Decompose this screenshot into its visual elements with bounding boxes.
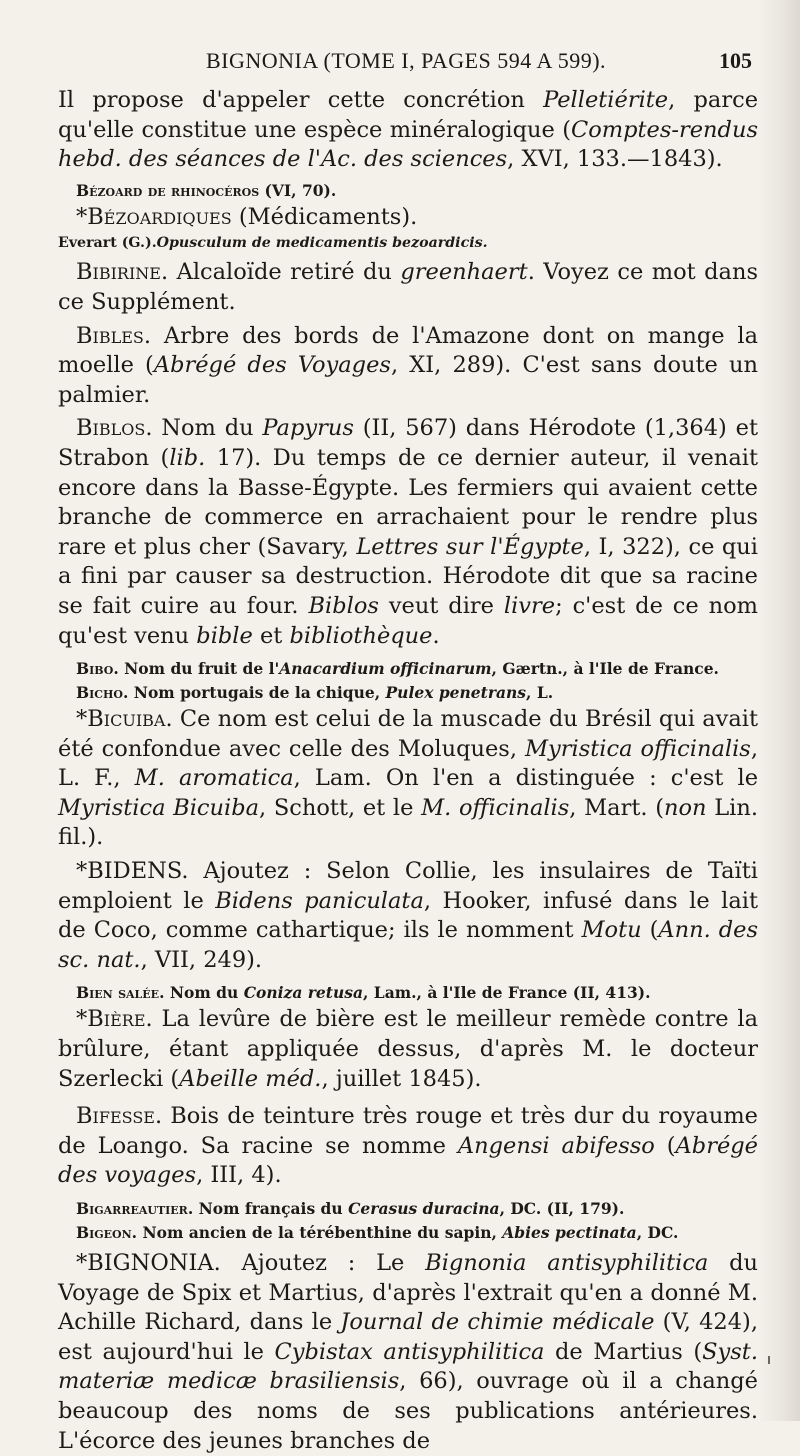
page-number: 105: [719, 48, 752, 73]
entry-headword: Bibles: [76, 322, 144, 349]
entry-biblos: [58, 414, 758, 651]
text-run: . Bois de teinture très rouge et très dur du royaume de Loango. Sa racine se nomme: [58, 1103, 758, 1159]
text-run: , Gærtn., à l'Ile de France.: [491, 659, 719, 679]
text-run: , Lam. On l'en a distinguée : c'est le: [293, 765, 759, 792]
italic-text: Abies pectinata: [502, 1223, 637, 1242]
text-run: Everart (G.).: [58, 235, 157, 252]
text-run: , XVI, 133.—1843).: [507, 146, 723, 173]
page-body: [58, 86, 758, 1456]
text-run: (: [641, 917, 659, 944]
text-run: , DC. (II, 179).: [499, 1199, 625, 1218]
italic-text: M. aromatica: [134, 765, 294, 792]
text-run: , DC.: [636, 1223, 679, 1242]
entry-bicuiba: [58, 705, 758, 853]
text-run: , 66), ouvrage où il a changé beaucoup des noms de ses publications antérieures. L'écorce des jeunes branches de: [58, 1368, 758, 1454]
italic-text: non: [664, 794, 707, 821]
italic-text: Papyrus: [262, 415, 354, 442]
text-run: .: [432, 622, 440, 649]
italic-text: Ann. des sc. nat.: [58, 917, 758, 973]
text-run: ; c'est de ce nom qu'est venu: [58, 592, 759, 649]
entry-headword: *Bézoardiques: [76, 203, 232, 230]
text-run: . Arbre des bords de l'Amazone dont on mange la moelle (: [58, 322, 758, 379]
italic-text: Biblos: [308, 592, 379, 619]
italic-text: Bignonia antisyphilitica: [425, 1250, 709, 1276]
text-run: , Schott, et le: [259, 794, 422, 821]
running-header: [60, 48, 752, 82]
entry-headword: *Bicuiba: [76, 706, 166, 733]
text-run: , Lam., à l'Ile de France (II, 413).: [363, 983, 651, 1003]
italic-text: Myristica officinalis: [525, 735, 751, 762]
entry-headword: Bézoard de rhinocéros: [76, 180, 260, 200]
text-run: du Voyage de Spix et Martius, d'après l'extrait qu'en a donné M. Achille Richard, dans le: [58, 1250, 759, 1336]
italic-text: Abeille méd.: [179, 1065, 322, 1092]
entry-bigeon: [58, 1221, 758, 1245]
italic-text: Opusculum de medicamentis bezoardicis.: [156, 235, 488, 252]
entry-headword: Bifesse: [76, 1103, 155, 1130]
entry-headword: Bigeon: [76, 1223, 132, 1242]
entry-bien-salee: [58, 981, 758, 1005]
text-run: . Ce nom est celui de la muscade du Brésil qui avait été confondue avec celle des Moluques,: [58, 706, 758, 762]
italic-text: Coniza retusa: [243, 983, 363, 1003]
entry-bibirine: [58, 258, 758, 317]
text-run: *BIDENS. Ajoutez : Selon Collie, les insulaires de Taïti emploient le: [58, 858, 758, 914]
italic-text: Abrégé des Voyages: [153, 352, 391, 379]
italic-text: bibliothèque: [289, 622, 433, 649]
text-run: , L. F.,: [58, 735, 758, 792]
text-run: veut dire: [378, 592, 504, 619]
italic-text: Anacardium officinarum: [279, 659, 492, 679]
entry-headword: Bicho: [76, 683, 123, 703]
entry-bifesse: [58, 1102, 758, 1191]
entry-bibles: [58, 322, 758, 411]
italic-text: Abrégé des voyages: [58, 1132, 758, 1189]
entry-pelletierite: [58, 86, 758, 175]
entry-headword: *Bière: [76, 1006, 146, 1033]
margin-mark: [768, 1356, 770, 1364]
running-title: BIGNONIA (TOME I, PAGES 594 A 599).: [205, 48, 607, 73]
italic-text: Cybistax antisyphilitica: [274, 1338, 545, 1365]
italic-text: livre: [503, 592, 556, 619]
text-run: *BIGNONIA. Ajoutez : Le: [76, 1250, 426, 1276]
text-run: , VII, 249).: [140, 946, 263, 973]
text-run: , L.: [526, 683, 554, 703]
text-run: (V, 424), est aujourd'hui le: [58, 1309, 758, 1365]
italic-text: Motu: [581, 917, 642, 944]
italic-text: Lettres sur l'Égypte: [356, 533, 584, 560]
text-run: Il propose d'appeler cette concrétion: [58, 87, 544, 113]
entry-headword: Biblos: [76, 415, 146, 442]
text-run: , Mart. (: [569, 794, 664, 821]
entry-bezoardiques: [58, 203, 758, 233]
text-run: . Nom du fruit de l': [113, 659, 280, 679]
entry-bigarreautier: [58, 1197, 758, 1221]
text-run: . La levûre de bière est le meilleur remède contre la brûlure, étant appliquée dessus, d'après M. le docteur Szerlecki (: [58, 1006, 758, 1092]
italic-text: M. officinalis: [421, 794, 570, 821]
entry-bibo: [58, 657, 758, 681]
text-run: . Nom ancien de la térébenthine du sapin,: [131, 1223, 503, 1242]
text-run: . Nom français du: [187, 1199, 349, 1218]
entry-headword: Bien salée: [76, 983, 160, 1003]
text-run: (: [654, 1132, 676, 1159]
italic-text: Bidens paniculata: [215, 887, 424, 914]
entry-bicho: [58, 681, 758, 705]
text-run: et: [252, 622, 290, 649]
text-run: (VI, 70).: [259, 180, 337, 200]
text-run: Lin. fil.).: [58, 794, 758, 851]
text-run: , Hooker, infusé dans le lait de Coco, comme cathartique; ils le nomment: [58, 887, 758, 944]
italic-text: lib.: [169, 444, 206, 471]
italic-text: Pulex penetrans: [385, 683, 527, 703]
entry-biere: [58, 1005, 758, 1094]
text-run: . Nom portugais de la chique,: [122, 683, 386, 703]
text-run: . Nom du: [159, 983, 244, 1003]
text-run: . Alcaloïde retiré du: [160, 259, 401, 286]
entry-headword: Bigarreautier: [76, 1199, 188, 1218]
italic-text: greenhaert: [400, 259, 528, 286]
entry-everart-reference: [58, 232, 758, 254]
text-run: . Nom du: [145, 415, 263, 442]
italic-text: Myristica Bicuiba: [58, 794, 260, 821]
entry-bignonia: [58, 1249, 758, 1456]
text-run: , III, 4).: [196, 1162, 282, 1189]
entry-bezoard: [58, 179, 758, 203]
text-run: (II, 567) dans Hérodote (1,364) et Strabon (: [58, 415, 758, 471]
italic-text: Cerasus duracina: [348, 1199, 500, 1218]
entry-headword: Bibo: [76, 659, 114, 679]
italic-text: Angensi abifesso: [457, 1132, 655, 1159]
italic-text: Pelletiérite: [543, 87, 669, 113]
text-run: , I, 322), ce qui a fini par causer sa destruction. Hérodote dit que sa racine se fait cuire au four.: [58, 533, 758, 619]
entry-headword: Bibirine: [76, 259, 161, 286]
text-run: 17). Du temps de ce dernier auteur, il venait encore dans la Basse-Égypte. Les fermiers qui avaient cette branche de commerce en arrachaient pour le rendre plus rare et plus cher (Savary,: [58, 444, 758, 560]
italic-text: Syst. materiæ medicæ brasiliensis: [58, 1338, 759, 1395]
text-run: (Médicaments).: [231, 203, 418, 230]
italic-text: bible: [196, 622, 253, 649]
italic-text: Comptes-rendus hebd. des séances de l'Ac. des sciences: [58, 116, 758, 173]
italic-text: Journal de chimie médicale: [340, 1309, 655, 1336]
text-run: . Voyez ce mot dans ce Supplément.: [58, 259, 758, 315]
entry-bidens: [58, 857, 758, 975]
page-edge-shadow: [758, 0, 800, 1421]
text-run: , juillet 1845).: [321, 1065, 482, 1092]
text-run: , XI, 289). C'est sans doute un palmier.: [58, 352, 758, 408]
text-run: de Martius (: [544, 1338, 703, 1365]
text-run: , parce qu'elle constitue une espèce minéralogique (: [58, 87, 759, 143]
